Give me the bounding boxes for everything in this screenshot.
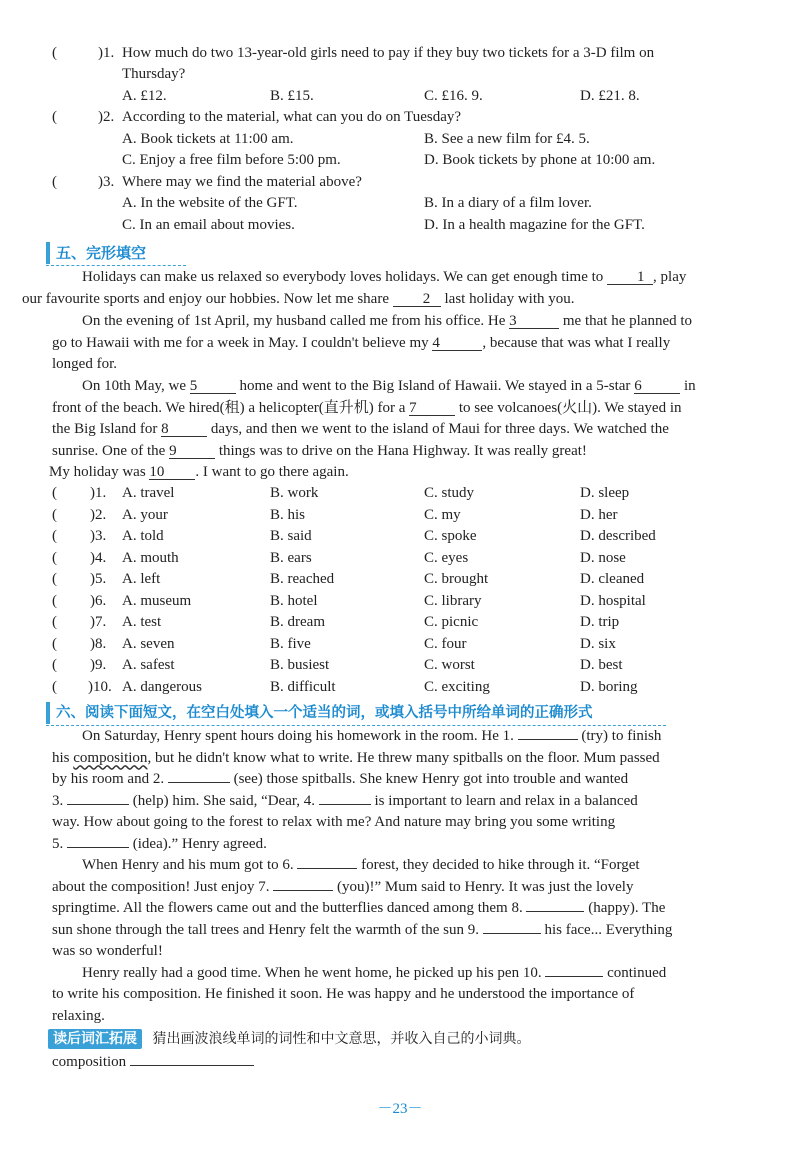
option-d: D. trip bbox=[580, 614, 620, 630]
option-a: A. mouth bbox=[122, 549, 179, 566]
blank-3: 3 bbox=[509, 314, 559, 329]
question-stem: Where may we find the material above? bbox=[122, 174, 362, 190]
question-number: )2. bbox=[98, 109, 115, 125]
option-a: A. museum bbox=[122, 592, 192, 609]
answer-paren: ( bbox=[52, 174, 57, 190]
answer-paren: ( bbox=[52, 592, 57, 609]
question-stem: According to the material, what can you do on Tuesday? bbox=[122, 109, 462, 125]
section-title-fill: 六、阅读下面短文，在空白处填入一个适当的词，或填入括号中所给单词的正确形式 bbox=[46, 702, 593, 724]
section-title-cloze: 五、完形填空 bbox=[46, 242, 146, 264]
option-c: C. study bbox=[424, 485, 475, 501]
question-number: )7. bbox=[90, 614, 107, 630]
fill-blank-7 bbox=[273, 890, 333, 891]
answer-paren: ( bbox=[52, 109, 57, 125]
fill-passage: On Saturday, Henry spent hours doing his homework in the room. He 1. (try) to finish his composition, but he didn't know what to write. He threw many spitballs on the floor. Mum passed by his room and 2. (see) those spitballs. She knew Henry got into trouble and wanted 3. (help) him. She said, “Dear, 4. is important to learn and relax in a balanced way. How about going to the forest to relax with me? And nature may bring you some writing 5. (idea).” Henry agreed. When Henry and his mum got to 6. forest, they decided to hike through it. “Forget about the composition! Just enjoy 7. (you)!” Mum said to Henry. It was just the lovely springtime. All the flowers came out and the butterflies danced among them 8. (happy). The sun shone through the tall trees and Henry felt the warmth of the sun 9. his face... Everything was so wonderful! Henry really had a good time. When he went home, he picked up his pen 10. continued to write his composition. He finished it soon. He was happy and he understood the importance of relaxing. bbox=[52, 728, 673, 1024]
extension-entry bbox=[52, 1054, 254, 1071]
answer-paren: ( bbox=[52, 485, 57, 501]
option-a: A. £12. bbox=[122, 88, 167, 104]
answer-paren: ( bbox=[52, 614, 57, 630]
option-c: C. eyes bbox=[424, 549, 469, 566]
option-a: A. told bbox=[122, 528, 164, 544]
option-d: D. £21. 8. bbox=[580, 88, 640, 104]
option-d: D. nose bbox=[580, 549, 626, 566]
extension-answer-line[interactable] bbox=[130, 1065, 254, 1066]
option-b: B. hotel bbox=[270, 592, 318, 609]
option-c: C. Enjoy a free film before 5:00 pm. bbox=[122, 152, 341, 168]
question-number: )2. bbox=[90, 506, 107, 523]
question-number: )5. bbox=[90, 571, 107, 587]
option-b: B. dream bbox=[270, 614, 325, 630]
option-b: B. work bbox=[270, 485, 319, 501]
option-b: B. ears bbox=[270, 549, 312, 566]
fill-blank-8 bbox=[526, 911, 584, 912]
fill-blank-3 bbox=[67, 804, 129, 805]
option-d: D. hospital bbox=[580, 592, 646, 609]
blank-8: 8 bbox=[161, 422, 207, 437]
option-d: D. six bbox=[580, 635, 616, 652]
option-d: D. cleaned bbox=[580, 571, 645, 587]
cloze-paragraph-3: On 10th May, we 5 home and went to the Big Island of Hawaii. We stayed in a 5-star 6 in front of the beach. We hired(租) a helicopter(直升机) for a 7 to see volcanoes(火山). We stayed in the Big Island for 8 days, and then we went to the island of Maui for three days. We watched the sunrise. One of the 9 things was to drive on the Hana Highway. It was really great! My holiday was 10 . I want to go there again. bbox=[49, 378, 696, 481]
option-c: C. £16. 9. bbox=[424, 88, 483, 104]
question-stem-cont: Thursday? bbox=[122, 66, 186, 82]
option-d: D. In a health magazine for the GFT. bbox=[424, 217, 645, 233]
option-c: C. worst bbox=[424, 657, 475, 673]
answer-paren: ( bbox=[52, 506, 57, 523]
option-d: D. described bbox=[580, 528, 656, 544]
question-number: )4. bbox=[90, 549, 107, 566]
extension-instruction: 猜出画波浪线单词的词性和中文意思，并收入自己的小词典。 bbox=[152, 1031, 531, 1047]
option-c: C. exciting bbox=[424, 678, 490, 695]
question-number: )10. bbox=[88, 678, 112, 695]
answer-paren: ( bbox=[52, 657, 57, 673]
answer-paren: ( bbox=[52, 635, 57, 652]
extension-word: composition bbox=[52, 1054, 127, 1070]
blank-9: 9 bbox=[169, 444, 215, 459]
answer-paren: ( bbox=[52, 571, 57, 587]
fill-blank-4 bbox=[319, 804, 371, 805]
option-a: A. safest bbox=[122, 657, 175, 673]
option-c: C. picnic bbox=[424, 614, 479, 630]
option-c: C. brought bbox=[424, 571, 489, 587]
option-b: B. busiest bbox=[270, 657, 330, 673]
question-stem: How much do two 13-year-old girls need to pay if they buy two tickets for a 3-D film on bbox=[122, 45, 655, 61]
option-a: A. dangerous bbox=[122, 678, 202, 695]
fill-blank-6 bbox=[297, 868, 357, 869]
option-c: C. four bbox=[424, 635, 467, 652]
fill-blank-2 bbox=[168, 782, 230, 783]
option-a: A. test bbox=[122, 614, 162, 630]
option-d: D. best bbox=[580, 657, 623, 673]
option-c: C. spoke bbox=[424, 528, 477, 544]
wavy-word: composition bbox=[73, 749, 148, 766]
option-d: D. sleep bbox=[580, 485, 630, 501]
extension-tag: 读后词汇拓展 bbox=[48, 1029, 142, 1049]
blank-2: 2 bbox=[393, 292, 441, 307]
option-a: A. left bbox=[122, 571, 161, 587]
answer-paren: ( bbox=[52, 678, 57, 695]
option-b: B. five bbox=[270, 635, 311, 652]
option-b: B. reached bbox=[270, 571, 335, 587]
option-b: B. In a diary of a film lover. bbox=[424, 195, 592, 211]
cloze-paragraph-1: Holidays can make us relaxed so everybody loves holidays. We can get enough time to 1 , play our favourite sports and enjoy our hobbies. Now let me share 2 last holiday with you. bbox=[22, 269, 687, 307]
fill-blank-1 bbox=[518, 739, 578, 740]
blank-6: 6 bbox=[634, 379, 680, 394]
option-a: A. travel bbox=[122, 485, 175, 501]
vocab-extension bbox=[48, 1028, 530, 1049]
option-b: B. difficult bbox=[270, 678, 336, 695]
fill-blank-5 bbox=[67, 847, 129, 848]
question-number: )1. bbox=[98, 45, 115, 61]
option-d: D. boring bbox=[580, 678, 638, 695]
question-number: )1. bbox=[90, 485, 107, 501]
option-d: D. her bbox=[580, 506, 618, 523]
option-a: A. Book tickets at 11:00 am. bbox=[122, 131, 294, 147]
blank-1: 1 bbox=[607, 270, 653, 285]
blank-5: 5 bbox=[190, 379, 236, 394]
blank-10: 10 bbox=[149, 465, 195, 480]
question-number: )3. bbox=[90, 528, 107, 544]
blank-7: 7 bbox=[409, 401, 455, 416]
option-d: D. Book tickets by phone at 10:00 am. bbox=[424, 152, 656, 168]
option-c: C. library bbox=[424, 592, 482, 609]
cloze-paragraph-2: On the evening of 1st April, my husband called me from his office. He 3 me that he planned to go to Hawaii with me for a week in May. I couldn't believe my 4 , because that was what I really longed for. bbox=[52, 313, 693, 373]
option-a: A. In the website of the GFT. bbox=[122, 195, 298, 211]
option-b: B. See a new film for £4. 5. bbox=[424, 131, 590, 147]
question-number: )6. bbox=[90, 592, 107, 609]
option-a: A. your bbox=[122, 506, 168, 523]
question-number: )8. bbox=[90, 635, 107, 652]
option-a: A. seven bbox=[122, 635, 175, 652]
question-number: )9. bbox=[90, 657, 107, 673]
answer-paren: ( bbox=[52, 528, 57, 544]
option-c: C. In an email about movies. bbox=[122, 217, 295, 233]
answer-paren: ( bbox=[52, 45, 57, 61]
option-b: B. said bbox=[270, 528, 312, 544]
fill-blank-10 bbox=[545, 976, 603, 977]
option-c: C. my bbox=[424, 506, 461, 523]
option-b: B. £15. bbox=[270, 88, 314, 104]
answer-paren: ( bbox=[52, 549, 57, 566]
option-b: B. his bbox=[270, 506, 306, 523]
page-number: －23－ bbox=[377, 1101, 423, 1117]
question-number: )3. bbox=[98, 174, 115, 190]
blank-4: 4 bbox=[432, 336, 482, 351]
fill-blank-9 bbox=[483, 933, 541, 934]
